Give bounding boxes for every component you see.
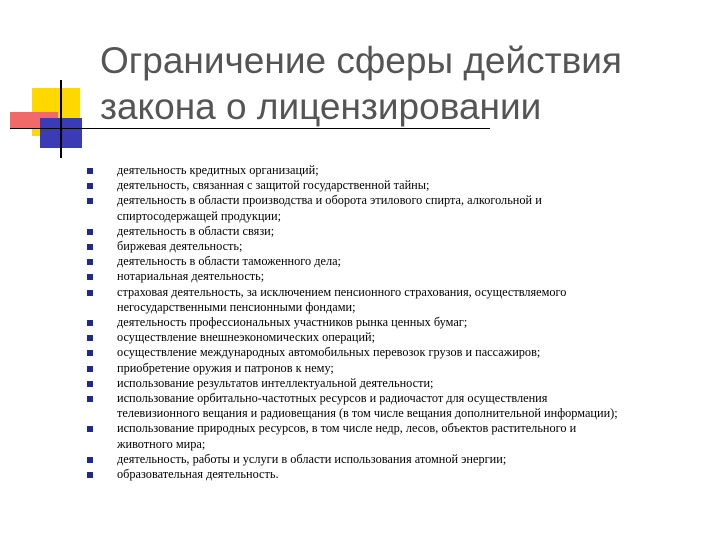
square-bullet-icon xyxy=(87,457,93,463)
list-item-text: приобретение оружия и патронов к нему; xyxy=(117,360,334,375)
list-item-text: деятельность в области таможенного дела; xyxy=(117,254,341,269)
list-item xyxy=(0,239,720,254)
list-item xyxy=(0,361,720,376)
licensing-exceptions-list xyxy=(0,163,720,482)
list-item-text: деятельность, работы и услуги в области использования атомной энергии; xyxy=(117,451,507,466)
list-item-text: осуществление внешнеэкономических операций; xyxy=(117,330,376,345)
list-item xyxy=(0,452,720,467)
slide-title xyxy=(100,38,700,130)
square-bullet-icon xyxy=(87,472,93,478)
square-bullet-icon xyxy=(87,259,93,265)
list-item-text: использование природных ресурсов, в том числе недр, лесов, объектов растительного и животного мира; xyxy=(117,421,577,451)
list-item-text: страховая деятельность, за исключением пенсионного страхования, осуществляемого негосударственными пенсионными фондами; xyxy=(117,284,567,314)
square-bullet-icon xyxy=(87,366,93,372)
list-item-text: использование результатов интеллектуальной деятельности; xyxy=(117,375,434,390)
list-item xyxy=(0,345,720,360)
list-item xyxy=(0,163,720,178)
list-item xyxy=(0,315,720,330)
list-item xyxy=(0,254,720,269)
list-item-text: деятельность кредитных организаций; xyxy=(117,163,319,177)
square-bullet-icon xyxy=(87,168,93,174)
square-bullet-icon xyxy=(87,229,93,235)
square-bullet-icon xyxy=(87,274,93,280)
decor-vertical-line xyxy=(60,80,62,158)
list-item-text: нотариальная деятельность; xyxy=(117,269,265,284)
square-bullet-icon xyxy=(87,290,93,296)
list-item xyxy=(0,224,720,239)
list-item-text: образовательная деятельность. xyxy=(117,467,279,482)
list-item-text: осуществление международных автомобильных перевозок грузов и пассажиров; xyxy=(117,345,541,360)
list-item-text: деятельность профессиональных участников рынка ценных бумаг; xyxy=(117,315,468,330)
square-bullet-icon xyxy=(87,396,93,402)
slide-title-line-1: Ограничение сферы действия xyxy=(100,40,622,81)
square-bullet-icon xyxy=(87,381,93,387)
list-item xyxy=(0,285,720,315)
list-item-text: деятельность в области производства и оборота этилового спирта, алкогольной и спиртосодержащей продукции; xyxy=(117,193,542,223)
list-item-text: деятельность, связанная с защитой государственной тайны; xyxy=(117,178,430,193)
list-item xyxy=(0,330,720,345)
list-item xyxy=(0,376,720,391)
list-item xyxy=(0,193,720,223)
list-item xyxy=(0,178,720,193)
square-bullet-icon xyxy=(87,350,93,356)
square-bullet-icon xyxy=(87,426,93,432)
square-bullet-icon xyxy=(87,198,93,204)
list-item-text: деятельность в области связи; xyxy=(117,223,275,238)
list-item-text: биржевая деятельность; xyxy=(117,239,243,254)
list-item xyxy=(0,467,720,482)
list-item xyxy=(0,421,720,451)
square-bullet-icon xyxy=(87,335,93,341)
slide-title-line-2: закона о лицензировании xyxy=(100,86,542,127)
square-bullet-icon xyxy=(87,320,93,326)
list-item xyxy=(0,269,720,284)
square-bullet-icon xyxy=(87,183,93,189)
list-item xyxy=(0,391,720,421)
square-bullet-icon xyxy=(87,244,93,250)
list-item-text: использование орбитально-частотных ресурсов и радиочастот для осуществления телевизионного вещания и радиовещания (в том числе вещания дополнительной информации); xyxy=(117,391,618,421)
